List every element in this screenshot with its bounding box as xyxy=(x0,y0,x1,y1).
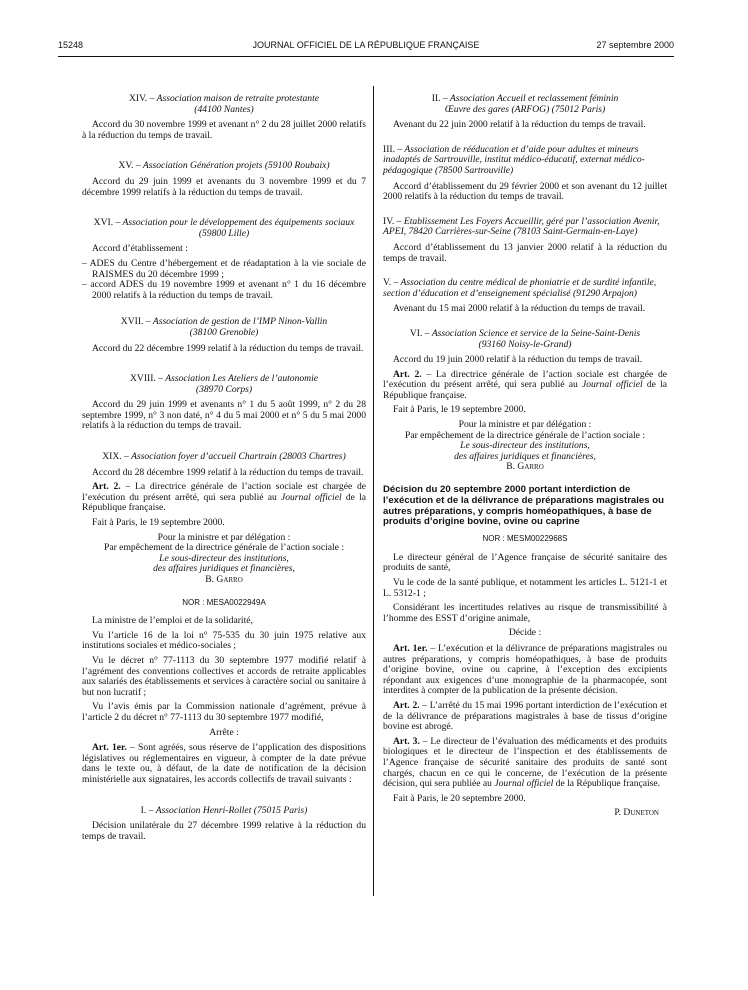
signature-date: Fait à Paris, le 19 septembre 2000. xyxy=(393,404,526,416)
signature-date: Fait à Paris, le 20 septembre 2000. xyxy=(393,792,526,804)
section-heading: III. – Association de rééducation et d’aide pour adultes et mineurs inadaptés de Sartrouville, institut médico-éducatif, externat médico-pédagogique (78500 Sartrouville) xyxy=(383,143,645,176)
paragraph: Vu le décret n° 77-1113 du 30 septembre 1977 modifié relatif à l’agrément des conventions collectives et accords de retraite applicables aux salariés des établissements et services à caractère social ou sanitaire à but non lucratif ; xyxy=(82,654,366,698)
signatory: P. Duneton xyxy=(614,807,659,819)
signature-line: Le sous-directeur des institutions, xyxy=(159,552,289,564)
article-3: Art. 3. – Le directeur de l’évaluation des médicaments et des produits biologiques et le directeur de l’inspection et des établissements de l’Agence française de sécurité sanitaire des produits de santé sont chargés, chacun en ce qui le concerne, de l’exécution de la présente décision, qui sera publiée au Journal officiel de la République française. xyxy=(383,735,668,790)
article-2: Art. 2. – La directrice générale de l’action sociale est chargée de l’exécution du présent arrêté, qui sera publié au Journal officiel de la République française. xyxy=(82,481,367,514)
list-item: – ADES du Centre d’hébergement et de réadaptation à la vie sociale de RAISMES du 20 décembre 1999 ; xyxy=(82,257,366,280)
paragraph: Vu l’article 16 de la loi n° 75-535 du 30 juin 1975 relative aux institutions sociales et médico-sociales ; xyxy=(82,629,366,652)
section-text: Accord du 29 juin 1999 et avenants n° 1 du 5 août 1999, n° 2 du 28 septembre 1999, n° 3 non daté, n° 4 du 5 mai 2000 et n° 5 du 5 mai 2000 relatifs à la réduction du temps de travail. xyxy=(82,399,366,432)
section-text: Décision unilatérale du 27 décembre 1999 relative à la réduction du temps de travail. xyxy=(82,820,366,842)
section-heading: XVIII. – Association Les Ateliers de l’autonomie (38970 Corps) xyxy=(129,373,319,395)
section-text: Avenant du 22 juin 2000 relatif à la réduction du temps de travail. xyxy=(393,119,646,131)
section-heading: IV. – Etablissement Les Foyers Accueillir, géré par l’association Avenir, APEI, 78420 Carrières-sur-Seine (78103 Saint-Germain-en-Laye) xyxy=(383,215,660,238)
article-1: Art. 1er. – Sont agréés, sous réserve de l’application des dispositions législatives ou réglementaires en vigueur, à compter de la date prévue dans le texte ou, à défaut, de la date de notification de la décision ministérielle aux signataires, les accords collectifs de travail suivants : xyxy=(82,742,366,785)
paragraph: Considérant les incertitudes relatives au risque de transmissibilité à l’homme des ESST d’origine animale, xyxy=(383,602,667,624)
paragraph: Vu l’avis émis par la Commission nationale d’agrément, prévue à l’article 2 du décret n° 77-1113 du 30 septembre 1977 modifié, xyxy=(82,701,366,723)
section-text: Avenant du 15 mai 2000 relatif à la réduction du temps de travail. xyxy=(393,303,646,315)
section-text: Accord d’établissement : xyxy=(92,243,188,255)
article-1: Art. 1er. – L’exécution et la délivrance de préparations magistrales ou autres préparations, y compris homéopathiques, à base de produits d’origine bovine, ovine ou caprine, à l’exception des excipients répondant aux exigences d’une monographie de la pharmacopée, sont interdites à compter de la publication de la présente décision. xyxy=(383,642,667,697)
arrete-heading: Arrête : xyxy=(209,726,239,738)
article-2: Art. 2. – La directrice générale de l’action sociale est chargée de l’exécution du présent arrêté, qui sera publié au Journal officiel de la République française. xyxy=(383,368,668,401)
signature-line: des affaires juridiques et financières, xyxy=(153,563,295,575)
section-heading: XVI. – Association pour le développement des équipements sociaux (59800 Lille) xyxy=(93,217,355,239)
paragraph: Le directeur général de l’Agence française de sécurité sanitaire des produits de santé, xyxy=(383,551,667,574)
page-number: 15248 xyxy=(58,40,84,50)
nor-reference: NOR : MESM0022968S xyxy=(482,534,568,544)
right-column xyxy=(383,90,667,819)
section-text: Accord du 30 novembre 1999 et avenant n° 2 du 28 juillet 2000 relatifs à la réduction du temps de travail. xyxy=(82,119,366,141)
signature-line: Pour la ministre et par délégation : xyxy=(458,419,592,431)
signatory: B. Garro xyxy=(506,461,544,473)
header-rule xyxy=(58,56,674,57)
decide-heading: Décide : xyxy=(508,627,542,639)
section-text: Accord du 28 décembre 1999 relatif à la réduction du temps de travail. xyxy=(92,466,364,478)
section-heading: II. – Association Accueil et reclassement féminin Œuvre des gares (ARFOG) (75012 Paris) xyxy=(431,93,619,115)
section-heading: XV. – Association Génération projets (59100 Roubaix) xyxy=(118,160,330,172)
signature-line: Pour la ministre et par délégation : xyxy=(157,531,291,543)
page-header xyxy=(58,40,674,54)
list-item: – accord ADES du 19 novembre 1999 et avenant n° 1 du 16 décembre 2000 relatifs à la réduction du temps de travail. xyxy=(82,279,366,301)
decision-title: Décision du 20 septembre 2000 portant interdiction de l’exécution et de la délivrance de préparations magistrales ou autres préparations, y compris homéopathiques, à base de produits d’origine bovine, ovine ou caprine xyxy=(383,484,664,528)
section-text: Accord du 22 décembre 1999 relatif à la réduction du temps de travail. xyxy=(92,342,364,354)
column-divider xyxy=(373,86,374,896)
paragraph: Vu le code de la santé publique, et notamment les articles L. 5121-1 et L. 5312-1 ; xyxy=(383,577,667,599)
nor-reference: NOR : MESA0022949A xyxy=(182,597,266,607)
signature-line: Par empêchement de la directrice générale de l’action sociale : xyxy=(405,429,645,441)
section-text: Accord d’établissement du 13 janvier 2000 relatif à la réduction du temps de travail. xyxy=(383,241,667,264)
section-heading: VI. – Association Science et service de la Seine-Saint-Denis (93160 Noisy-le-Grand) xyxy=(409,327,641,350)
section-heading: XIV. – Association maison de retraite protestante (44100 Nantes) xyxy=(128,93,320,115)
section-heading: I. – Association Henri-Rollet (75015 Paris) xyxy=(140,804,308,816)
signature-line: Par empêchement de la directrice générale de l’action sociale : xyxy=(104,542,344,554)
journal-title: JOURNAL OFFICIEL DE LA RÉPUBLIQUE FRANÇAISE xyxy=(252,40,480,50)
section-text: Accord du 29 juin 1999 et avenants du 3 novembre 1999 et du 7 décembre 1999 relatifs à la réduction du temps de travail. xyxy=(82,175,366,198)
signature-line: des affaires juridiques et financières, xyxy=(454,450,596,462)
left-column xyxy=(82,90,366,846)
signatory: B. Garro xyxy=(205,574,243,585)
section-heading: XVII. – Association de gestion de l’IMP Ninon-Vallin (38100 Grenoble) xyxy=(120,316,328,338)
signature-date: Fait à Paris, le 19 septembre 2000. xyxy=(92,517,225,529)
section-heading: V. – Association du centre médical de phoniatrie et de surdité infantile, section d’éducation et d’enseignement spécialisé (91290 Arpajon) xyxy=(383,277,657,299)
signature-line: Le sous-directeur des institutions, xyxy=(460,440,590,452)
section-text: Accord du 19 juin 2000 relatif à la réduction du temps de travail. xyxy=(393,354,643,366)
article-2: Art. 2. – L’arrêté du 15 mai 1996 portant interdiction de l’exécution et de la délivrance de préparations magistrales à base de tissus d’origine bovine est abrogé. xyxy=(383,699,667,733)
issue-date: 27 septembre 2000 xyxy=(596,40,674,50)
section-heading: XIX. – Association foyer d’accueil Chartrain (28003 Chartres) xyxy=(102,451,346,463)
section-text: Accord d’établissement du 29 février 2000 et son avenant du 12 juillet 2000 relatifs à la réduction du temps de travail. xyxy=(383,180,667,203)
paragraph: La ministre de l’emploi et de la solidarité, xyxy=(92,615,253,627)
